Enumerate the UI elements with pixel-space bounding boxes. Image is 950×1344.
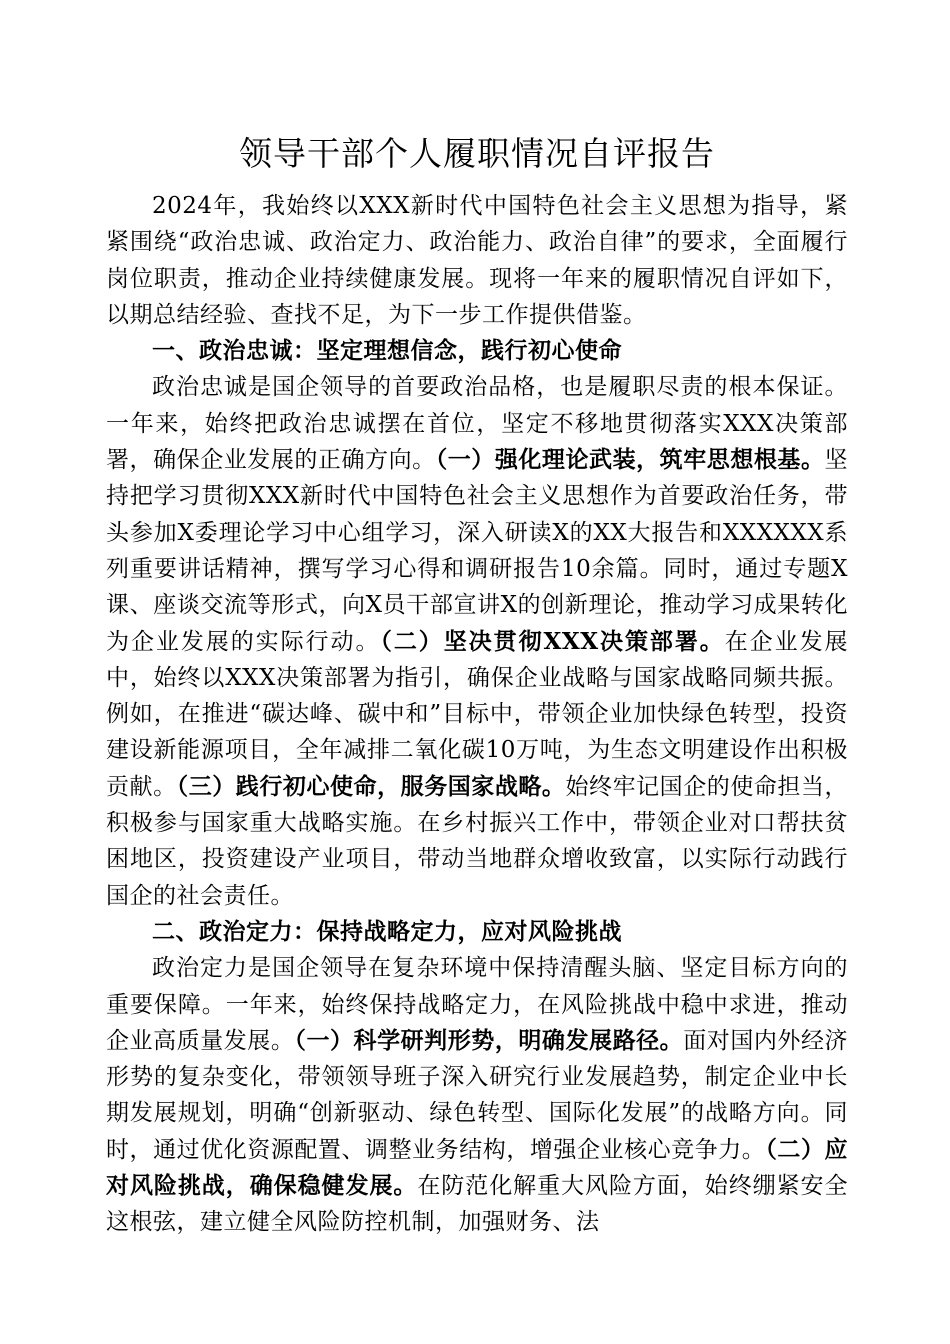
section-1-lead: 政治忠诚是国企领导的首要政治品格，也是履职尽责的根本保证。一年来，始终把政治忠诚摆在首位，坚定不移地贯彻落实XXX决策部署，确保企业发展的正确方向。: [106, 374, 848, 474]
document-title: 领导干部个人履职情况自评报告: [239, 134, 715, 173]
section-1-sub-1-title: （一）强化理论武装，筑牢思想根基。: [435, 446, 825, 474]
intro-paragraph: 2024年，我始终以XXX新时代中国特色社会主义思想为指导，紧紧围绕“政治忠诚、政治定力、政治能力、政治自律”的要求，全面履行岗位职责，推动企业持续健康发展。现将一年来的履职情况自评如下，以期总结经验、查找不足，为下一步工作提供借鉴。: [106, 193, 848, 328]
section-1-sub-2-title: （二）坚决贯彻XXX决策部署。: [380, 627, 725, 655]
document-page: [106, 128, 848, 1241]
section-2-lead: 政治定力是国企领导在复杂环境中保持清醒头脑、坚定目标方向的重要保障。一年来，始终保持战略定力，在风险挑战中稳中求进，推动企业高质量发展。: [106, 955, 848, 1054]
section-2-sub-1-title: （一）科学研判形势，明确发展路径。: [294, 1026, 684, 1054]
section-2-paragraph: [106, 950, 848, 1240]
section-2-sub-2-text: 在防范化解重大风险方面，始终绷紧安全这根弦，建立健全风险防控机制，加强财务、法: [106, 1173, 849, 1236]
section-2-sub-2-title: （二）应对风险挑战，确保稳健发展。: [106, 1135, 849, 1200]
section-1-paragraph: [106, 369, 848, 913]
section-2-sub-1-text: 面对国内外经济形势的复杂变化，带领领导班子深入研究行业发展趋势，制定企业中长期发展规划，明确“创新驱动、绿色转型、国际化发展”的战略方向。同时，通过优化资源配置、调整业务结构，增强企业核心竞争力。: [106, 1027, 849, 1163]
section-2-heading: 二、政治定力：保持战略定力，应对风险挑战: [152, 917, 622, 945]
section-1-sub-1-text: 坚持把学习贯彻XXX新时代中国特色社会主义思想作为首要政治任务，带头参加X委理论学习中心组学习，深入研读X的XX大报告和XXXXXX系列重要讲话精神，撰写学习心得和调研报告10余篇。同时，通过专题X课、座谈交流等形式，向X员干部宣讲X的创新理论，推动学习成果转化为企业发展的实际行动。: [106, 447, 849, 655]
section-1-heading: 一、政治忠诚：坚定理想信念，践行初心使命: [152, 337, 622, 365]
section-1-sub-3-title: （三）践行初心使命，服务国家战略。: [176, 772, 566, 800]
section-1-sub-2-text: 在企业发展中，始终以XXX决策部署为指引，确保企业战略与国家战略同频共振。例如，在推进“碳达峰、碳中和”目标中，带领企业加快绿色转型，投资建设新能源项目，全年减排二氧化碳10万吨，为生态文明建设作出积极贡献。: [106, 628, 849, 800]
section-1-sub-3-text: 始终牢记国企的使命担当，积极参与国家重大战略实施。在乡村振兴工作中，带领企业对口帮扶贫困地区，投资建设产业项目，带动当地群众增收致富，以实际行动践行国企的社会责任。: [106, 773, 849, 909]
